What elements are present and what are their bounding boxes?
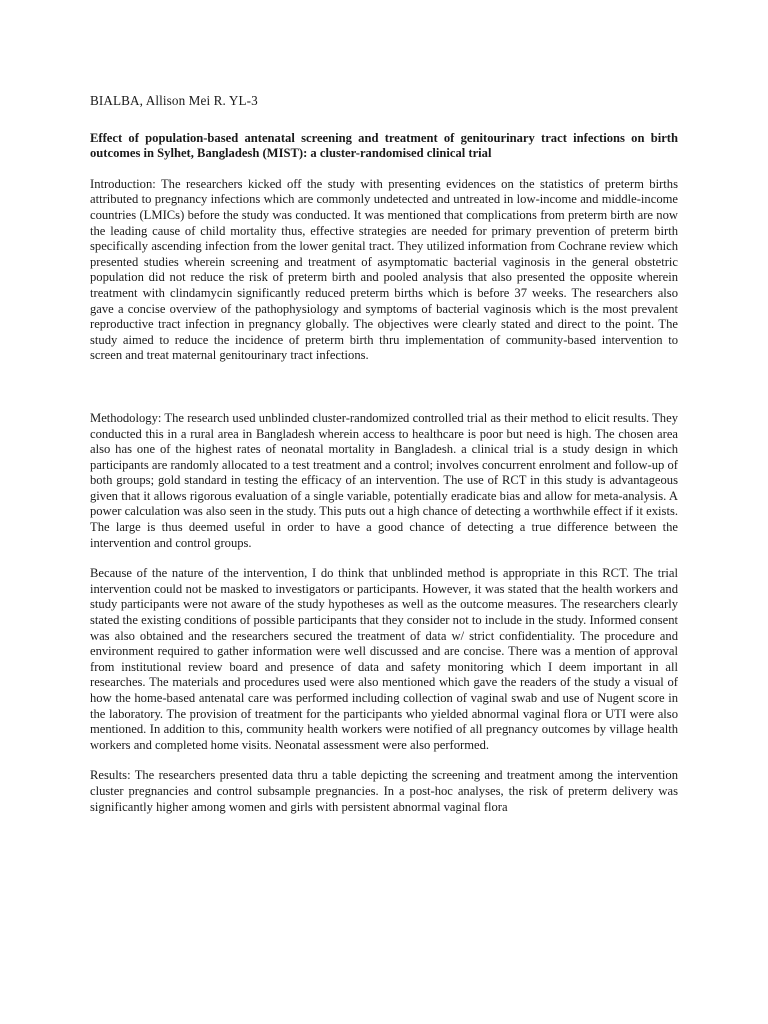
paragraph-spacer (90, 753, 678, 768)
document-title: Effect of population-based antenatal screening and treatment of genitourinary tract infections on birth outcomes in Sylhet, Bangladesh (MIST): a cluster-randomised clinical trial (90, 130, 678, 161)
paragraph-introduction: Introduction: The researchers kicked off the study with presenting evidences on the statistics of preterm births attributed to pregnancy infections which are commonly undetected and untreated in low-income and middle-income countries (LMICs) before the study was conducted. It was mentioned that complications from preterm birth are now the leading cause of child mortality thus, effective strategies are needed for primary prevention of preterm birth specifically ascending infection from the lower genital tract. They utilized information from Cochrane review which presented studies wherein screening and treatment of asymptomatic bacterial vaginosis in the general obstetric population did not reduce the risk of preterm birth and pooled analysis that also presented the opposite wherein treatment with clindamycin significantly reduced preterm births which is before 37 weeks. The researchers also gave a concise overview of the pathophysiology and symptoms of bacterial vaginosis which is the most prevalent reproductive tract infection in pregnancy globally. The objectives were clearly stated and direct to the point. The study aimed to reduce the incidence of preterm birth thru implementation of community-based intervention to screen and treat maternal genitourinary tract infections. (90, 176, 678, 363)
paragraph-discussion: Because of the nature of the intervention, I do think that unblinded method is appropriate in this RCT. The trial intervention could not be masked to investigators or participants. However, it was stated that the health workers and study participants were not aware of the study hypotheses as well as the outcome measures. The researchers clearly stated the existing conditions of possible participants that they consider not to include in the study. Informed consent was also obtained and the researchers secured the treatment of data w/ strict confidentiality. The procedure and environment required to gather information were well discussed and are concise. There was a mention of approval from institutional review board and presence of data and safety monitoring which I deem important in all researches. The materials and procedures used were also mentioned which gave the readers of the study a visual of how the home-based antenatal care was performed including collection of vaginal swab and use of Nugent score in the laboratory. The provision of treatment for the participants who yielded abnormal vaginal flora or UTI were also mentioned. In addition to this, community health workers were notified of all pregnancy outcomes by village health workers and completed home visits. Neonatal assessment were also performed. (90, 566, 678, 752)
document-body (90, 93, 678, 815)
paragraph-results: Results: The researchers presented data thru a table depicting the screening and treatment among the intervention cluster pregnancies and control subsample pregnancies. In a post-hoc analyses, the risk of preterm delivery was significantly higher among women and girls with persistent abnormal vaginal flora (90, 768, 678, 814)
paragraph-spacer (90, 551, 678, 566)
paragraph-methodology: Methodology: The research used unblinded cluster-randomized controlled trial as their method to elicit results. They conducted this in a rural area in Bangladesh wherein access to healthcare is poor but need is high. The chosen area also has one of the highest rates of neonatal mortality in Bangladesh. a clinical trial is a study design in which participants are randomly allocated to a test treatment and a control; involves concurrent enrolment and follow-up of both groups; gold standard in testing the efficacy of an intervention. The use of RCT in this study is advantageous given that it allows rigorous evaluation of a single variable, potentially eradicate bias and allow for meta-analysis. A power calculation was also seen in the study. This puts out a high chance of detecting a worthwhile effect if it exists. The large is thus deemed useful in order to have a good chance of detecting a true difference between the intervention and control groups. (90, 410, 678, 550)
author-line: BIALBA, Allison Mei R. YL-3 (90, 93, 258, 108)
paragraph-spacer (90, 364, 678, 411)
